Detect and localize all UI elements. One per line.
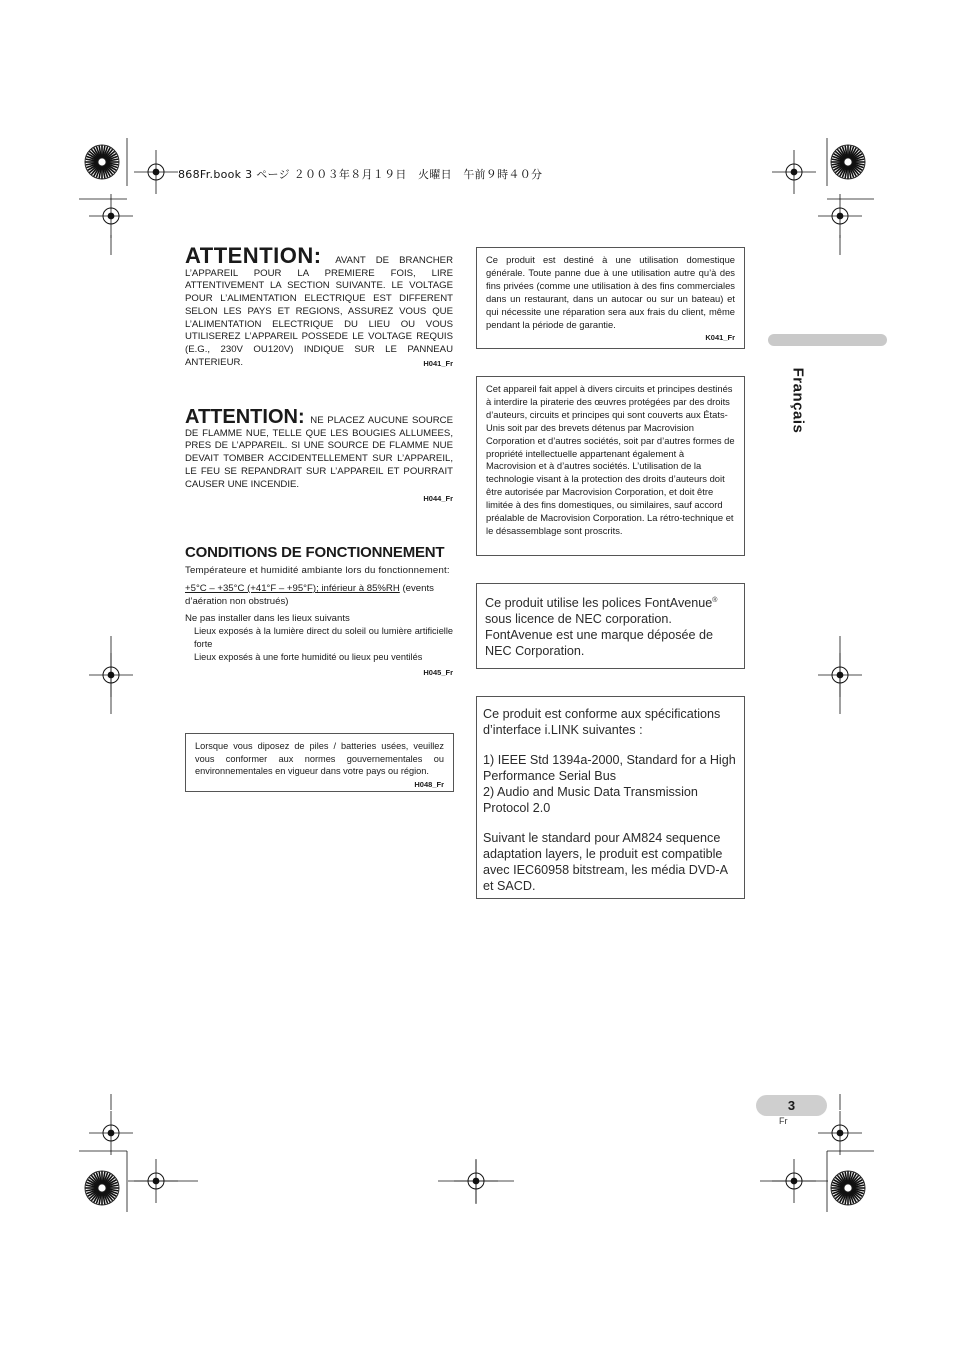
ilink-intro: Ce produit est conforme aux spécifications d’interface i.LINK suivantes : bbox=[483, 707, 721, 737]
page-number: 3 bbox=[756, 1095, 827, 1116]
ilink-item-ieee: 1) IEEE Std 1394a-2000, Standard for a High Performance Serial Bus bbox=[483, 753, 736, 783]
domestic-use-box bbox=[476, 247, 745, 349]
conditions-intro: Températeure et humidité ambiante lors du fonctionnement: bbox=[185, 565, 450, 576]
reference-code: H041_Fr bbox=[423, 359, 453, 369]
sunburst-mark-top-left bbox=[85, 145, 119, 179]
language-tab-bar bbox=[768, 334, 887, 346]
reference-code: K041_Fr bbox=[705, 333, 735, 343]
fontavenue-line1: Ce produit utilise les polices FontAvenue bbox=[485, 596, 713, 611]
macrovision-text: Cet appareil fait appel à divers circuits et principes destinés à interdire la piraterie des œuvres protégées par des droits d’auteurs, circuits et principes qui sont couverts aux États-Unis soit par des brevets détenus par Macrovision Corporation et d’autres sociétés, soit par d’autres formes de propriété intellectuelle appartenant également à Macrovision et à d’autres sociétés. L’utilisation de la technologie visant à la protection des droits d’auteurs doit être autorisée par Macrovision Corporation, et doit être limitée à des fins domestiques, ou similaires, sauf accord préalable de Macrovision Corporation. La rétro-technique et le désassemblage sont proscrits. bbox=[486, 383, 735, 536]
book-header-line: 868Fr.book 3 ページ ２００３年８月１９日 火曜日 午前９時４０分 bbox=[178, 168, 543, 181]
registered-mark: ® bbox=[712, 597, 718, 604]
attention-title: ATTENTION: bbox=[185, 243, 322, 268]
fontavenue-line2: sous licence de NEC corporation. FontAvenue est une marque déposée de NEC Corporation. bbox=[485, 612, 714, 659]
range-note: (events d’aération non obstrués) bbox=[185, 583, 434, 607]
reference-code: H045_Fr bbox=[423, 668, 453, 677]
macrovision-box bbox=[476, 376, 745, 556]
avoid-item-humidity: Lieux exposés à une forte humidité ou lieux peu ventilés bbox=[194, 652, 423, 662]
reference-code: H044_Fr bbox=[423, 494, 453, 504]
conditions-range-line bbox=[185, 582, 453, 608]
attention-flame-block bbox=[185, 407, 453, 506]
sunburst-mark-bottom-right bbox=[831, 1171, 865, 1205]
sunburst-mark-bottom-left bbox=[85, 1171, 119, 1205]
crosshair-mark bbox=[89, 1111, 133, 1155]
ilink-box bbox=[476, 696, 745, 899]
conditions-body bbox=[185, 564, 453, 679]
reference-code: H048_Fr bbox=[414, 779, 444, 789]
attention-flame-text: NE PLACEZ AUCUNE SOURCE DE FLAMME NUE, TELLE QUE LES BOUGIES ALLUMEES, PRES DE L’APPAREIL. SI UNE SOURCE DE FLAMME NUE DEVAIT TOMBER ACCIDENTELLEMENT SUR L’APPAREIL, LE FEU SE REPANDRAIT SUR L’APPAREIL ET POURRAIT CAUSER UNE INCENDIE. bbox=[185, 415, 454, 490]
fontavenue-box bbox=[476, 583, 745, 669]
battery-disposal-box bbox=[185, 733, 454, 792]
battery-disposal-text: Lorsque vous diposez de piles / batteries usées, veuillez vous conformer aux normes gouvernementales ou environnementales en vigueur dans votre pays ou région. bbox=[195, 741, 444, 777]
domestic-use-text: Ce produit est destiné à une utilisation domestique générale. Toute panne due à une utilisation autre qu’à des fins privées (comme une utilisation à des fins commerciales dans un restaurant, dans un autocar ou sur un bateau) et qui nécessite une réparation sera aux frais du client, même pendant la période de garantie. bbox=[486, 254, 735, 330]
attention-voltage-block bbox=[185, 243, 453, 371]
conditions-heading: CONDITIONS DE FONCTIONNEMENT bbox=[185, 544, 445, 561]
crosshair-mark bbox=[89, 194, 133, 238]
crosshair-mark bbox=[818, 194, 862, 238]
avoid-heading: Ne pas installer dans les lieux suivants bbox=[185, 613, 350, 624]
sunburst-mark-top-right bbox=[831, 145, 865, 179]
attention-title: ATTENTION: bbox=[185, 406, 305, 428]
page-language-code: Fr bbox=[779, 1116, 788, 1126]
ilink-standard: Suivant le standard pour AM824 sequence adaptation layers, le produit est compatible avec IEC60958 bitstream, les média DVD-A et SACD. bbox=[483, 831, 728, 893]
crosshair-mark bbox=[134, 150, 178, 194]
crosshair-mark bbox=[772, 150, 816, 194]
language-label: Français bbox=[789, 367, 807, 434]
crosshair-mark bbox=[818, 1111, 862, 1155]
attention-voltage-text: AVANT DE BRANCHER L’APPAREIL POUR LA PREMIERE FOIS, LIRE ATTENTIVEMENT LA SECTION SUIVANTE. LE VOLTAGE POUR L’ALIMENTATION ELECTRIQUE EST DIFFERENT SELON LES PAYS ET REGIONS, ASSUREZ VOUS QUE L’ALIMENTATION ELECTRIQUE DU LIEU OU VOUS UTILISEREZ L’APPAREIL POSSEDE LE VOLTAGE REQUIS (E.G., 230V OU120V) INDIQUE SUR LE PANNEAU ANTERIEUR. bbox=[185, 255, 453, 368]
temperature-range: +5°C – +35°C (+41°F – +95°F); inférieur à 85%RH bbox=[185, 583, 400, 594]
avoid-item-sunlight: Lieux exposés à la lumière direct du soleil ou lumière artificielle forte bbox=[194, 626, 453, 649]
ilink-item-audio: 2) Audio and Music Data Transmission Protocol 2.0 bbox=[483, 785, 698, 815]
